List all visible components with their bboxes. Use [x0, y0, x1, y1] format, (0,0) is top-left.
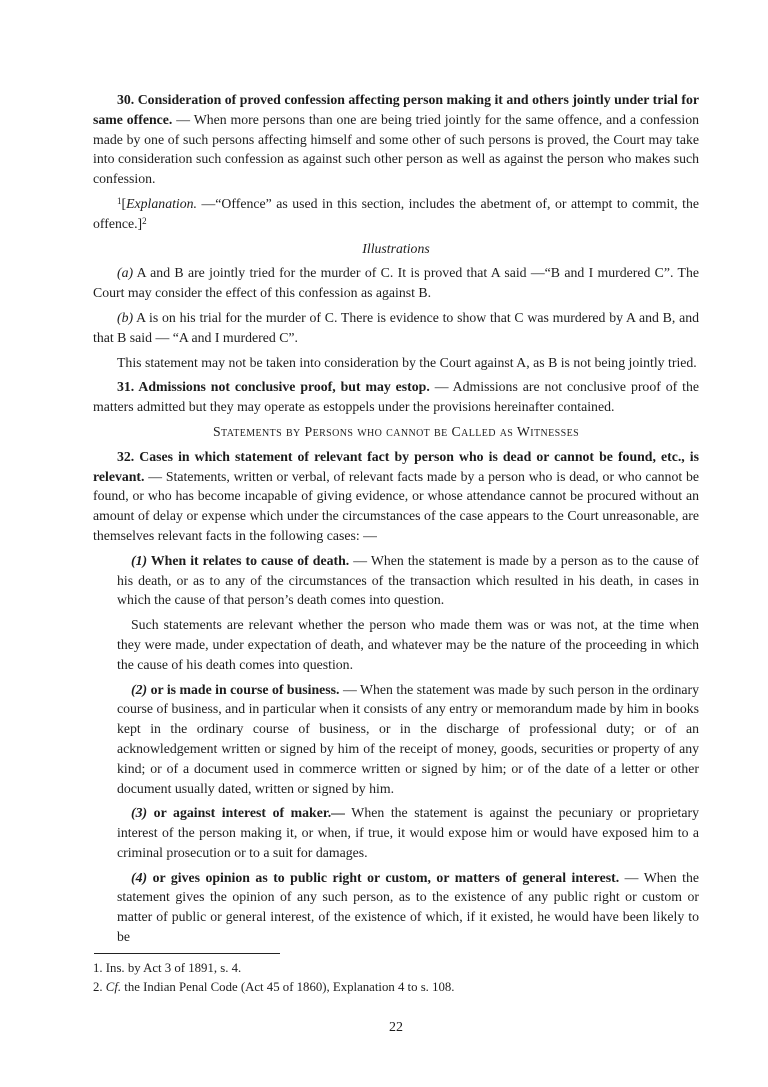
section-32-body: — Statements, written or verbal, of relevant facts made by a person who is dead, or who cannot be found, or who has become incapable of giving evidence, or whose attendance cannot be procured without an amount of delay or expense which under the circumstances of the case appears to the Court unreasonable, are themselves relevant facts in the following cases: —: [93, 468, 699, 543]
clause-3-number: (3): [131, 805, 148, 821]
footnote-ref-2: 2: [142, 215, 147, 226]
illustration-a-label: (a): [117, 265, 134, 281]
illustrations-heading: Illustrations: [362, 240, 430, 256]
explanation-open-bracket: [: [121, 195, 127, 211]
clause-2-heading: or is made in course of business.: [147, 681, 340, 697]
section-31-body: — Admissions are not conclusive proof of the matters admitted but they may operate as estoppels under the provisions hereinafter contained.: [93, 379, 699, 415]
clause-4-heading: or gives opinion as to public right or custom, or matters of general interest.: [147, 869, 620, 885]
clause-1-note-paragraph: Such statements are relevant whether the person who made them was or was not, at the time when they were made, under expectation of death, and whatever may be the nature of the proceeding in which the cause of his death comes into question.: [117, 617, 699, 672]
illustration-b-body: A is on his trial for the murder of C. There is evidence to show that C was murdered by A and B, and that B said — “A and I murdered C”.: [93, 309, 699, 345]
section-32-heading: 32. Cases in which statement of relevant fact by person who is dead or cannot be found, etc., is relevant.: [93, 448, 699, 484]
section-30-body: — When more persons than one are being tried jointly for the same offence, and a confession made by one of such persons affecting himself and some other of such persons is proved, the Court may take into consideration such confession as against such other person as well as against the person who makes such confession.: [93, 111, 699, 187]
clause-2-paragraph: [117, 680, 699, 799]
footnote-2-number: 2.: [93, 979, 106, 994]
clause-3-heading: or against interest of maker.—: [147, 805, 345, 821]
explanation-body: —“Offence” as used in this section, includes the abetment of, or attempt to commit, the offence.]: [93, 195, 699, 231]
clause-3-paragraph: [117, 803, 699, 862]
chapter-heading: Statements by Persons who cannot be Called as Witnesses: [212, 423, 580, 439]
section-31-paragraph: [93, 377, 699, 417]
footnote-divider-rule: [94, 953, 280, 954]
illustration-b-label: (b): [117, 309, 134, 325]
explanation-paragraph: [93, 194, 699, 234]
clause-1-body: — When the statement is made by a person as to the cause of his death, or as to any of the circumstances of the transaction which resulted in his death, in cases in which the cause of that person’s death comes into question.: [117, 552, 700, 608]
clause-3-body: When the statement is against the pecuniary or proprietary interest of the person making it, or when, if true, it would expose him or would have exposed him to a criminal prosecution or to a suit for damages.: [117, 805, 699, 860]
clause-2-body: — When the statement was made by such person in the ordinary course of business, and in particular when it consists of any entry or memorandum made by him in books kept in the ordinary course of business, or in the discharge of professional duty; or of an acknowledgement written or signed by him of the receipt of money, goods, securities or property of any kind; or of a document used in commerce written or signed by him; or of the date of a letter or other document usually dated, written or signed by him.: [117, 681, 700, 796]
section-31-heading: 31. Admissions not conclusive proof, but may estop.: [117, 379, 430, 395]
footnote-2-text: the Indian Penal Code (Act 45 of 1860), Explanation 4 to s. 108.: [121, 979, 455, 994]
footnote-2-cf: Cf.: [105, 979, 122, 994]
section-32-paragraph: [93, 447, 699, 546]
illustration-note-paragraph: This statement may not be taken into consideration by the Court against A, as B is not being jointly tried.: [117, 354, 697, 370]
section-30-paragraph: [93, 90, 699, 189]
clause-1-heading: When it relates to cause of death.: [147, 552, 350, 568]
illustration-a-body: A and B are jointly tried for the murder of C. It is proved that A said —“B and I murdered C”. The Court may consider the effect of this confession as against B.: [93, 265, 699, 301]
clause-4-number: (4): [131, 869, 148, 885]
clause-1-paragraph: [117, 551, 699, 610]
footnote-2: [93, 978, 699, 997]
explanation-label: Explanation.: [126, 195, 198, 211]
page-body-text: [93, 90, 699, 947]
page-number: 22: [389, 1020, 403, 1035]
section-30-heading: 30. Consideration of proved confession affecting person making it and others jointly under trial for same offence.: [93, 92, 699, 127]
illustration-a-paragraph: [93, 263, 699, 303]
footnotes-section: [93, 953, 699, 997]
clause-4-body: — When the statement gives the opinion of any such person, as to the existence of any public right or custom or matter of public or general interest, of the existence of which, if it existed, he would have been likely to be: [117, 869, 699, 945]
clause-4-paragraph: [117, 868, 699, 947]
footnote-ref-1: 1: [117, 195, 122, 206]
footnote-1: 1. Ins. by Act 3 of 1891, s. 4.: [93, 961, 242, 975]
illustration-b-paragraph: [93, 308, 699, 348]
clause-2-number: (2): [131, 681, 148, 697]
clause-1-number: (1): [131, 552, 148, 568]
